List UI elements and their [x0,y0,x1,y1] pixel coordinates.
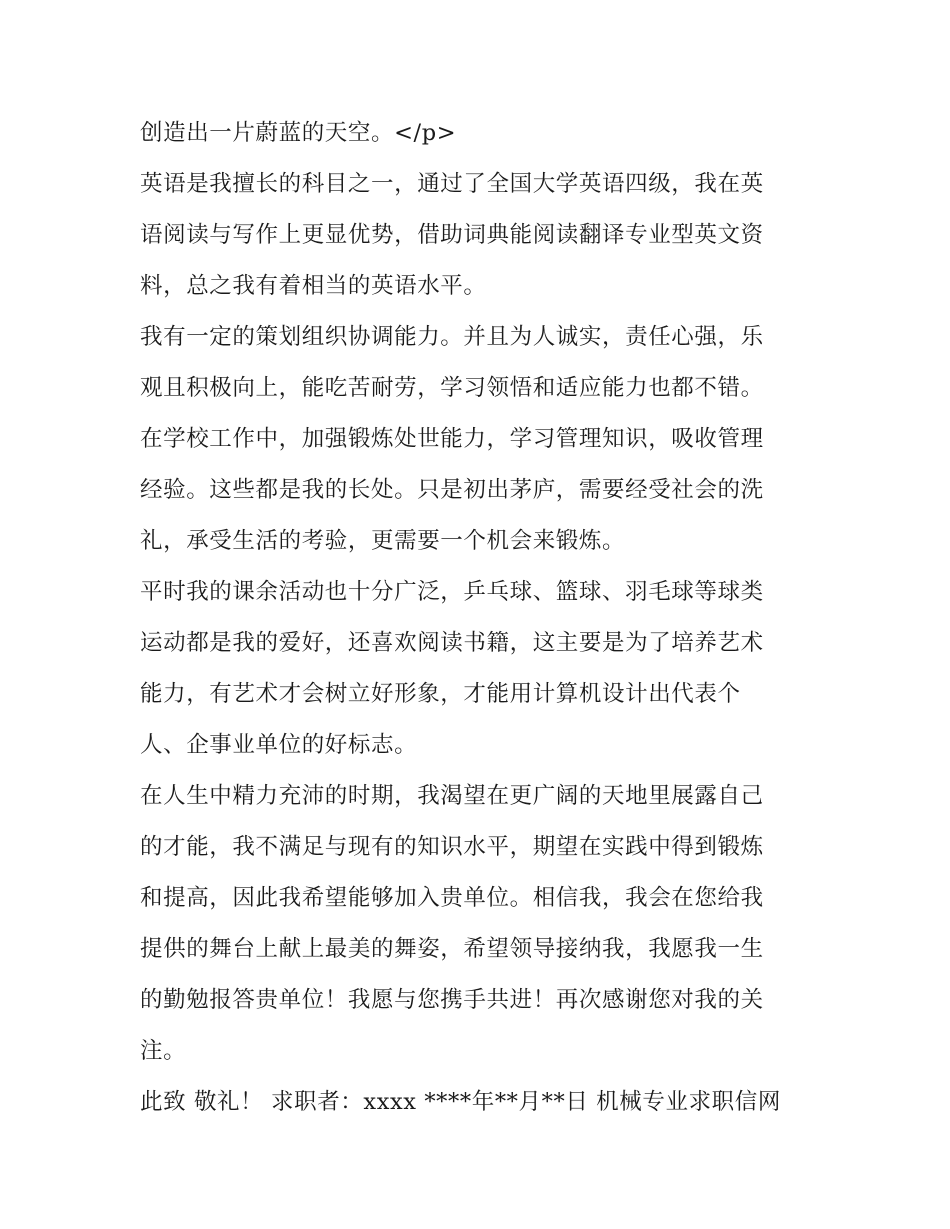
text-line: 人、企事业单位的好标志。 [140,732,418,758]
text-line: 注。 [140,1038,187,1064]
closing-line: 此致 敬礼！ 求职者：xxxx ****年**月**日 机械专业求职信网 [140,1089,781,1115]
text-line: 经验。这些都是我的长处。只是初出茅庐，需要经受社会的洗 [140,477,764,503]
text-line: 在人生中精力充沛的时期，我渴望在更广阔的天地里展露自己 [140,783,764,809]
text-line: 英语是我擅长的科目之一，通过了全国大学英语四级，我在英 [140,171,764,197]
text-line: 我有一定的策划组织协调能力。并且为人诚实，责任心强，乐 [140,324,764,350]
text-line: 料，总之我有着相当的英语水平。 [140,273,487,299]
text-line: 运动都是我的爱好，还喜欢阅读书籍，这主要是为了培养艺术 [140,630,764,656]
text-line: 和提高，因此我希望能够加入贵单位。相信我，我会在您给我 [140,885,764,911]
document-body [140,108,820,1128]
text-line: 的勤勉报答贵单位！我愿与您携手共进！再次感谢您对我的关 [140,987,764,1013]
text-line: 语阅读与写作上更显优势，借助词典能阅读翻译专业型英文资 [140,222,764,248]
text-line: 的才能，我不满足与现有的知识水平，期望在实践中得到锻炼 [140,834,764,860]
text-line: 创造出一片蔚蓝的天空。</p> [140,120,457,146]
text-line: 平时我的课余活动也十分广泛，乒乓球、篮球、羽毛球等球类 [140,579,764,605]
text-line: 在学校工作中，加强锻炼处世能力，学习管理知识，吸收管理 [140,426,764,452]
text-line: 提供的舞台上献上最美的舞姿，希望领导接纳我，我愿我一生 [140,936,764,962]
text-line: 礼，承受生活的考验，更需要一个机会来锻炼。 [140,528,626,554]
text-line: 观且积极向上，能吃苦耐劳，学习领悟和适应能力也都不错。 [140,375,764,401]
text-line: 能力，有艺术才会树立好形象，才能用计算机设计出代表个 [140,681,741,707]
